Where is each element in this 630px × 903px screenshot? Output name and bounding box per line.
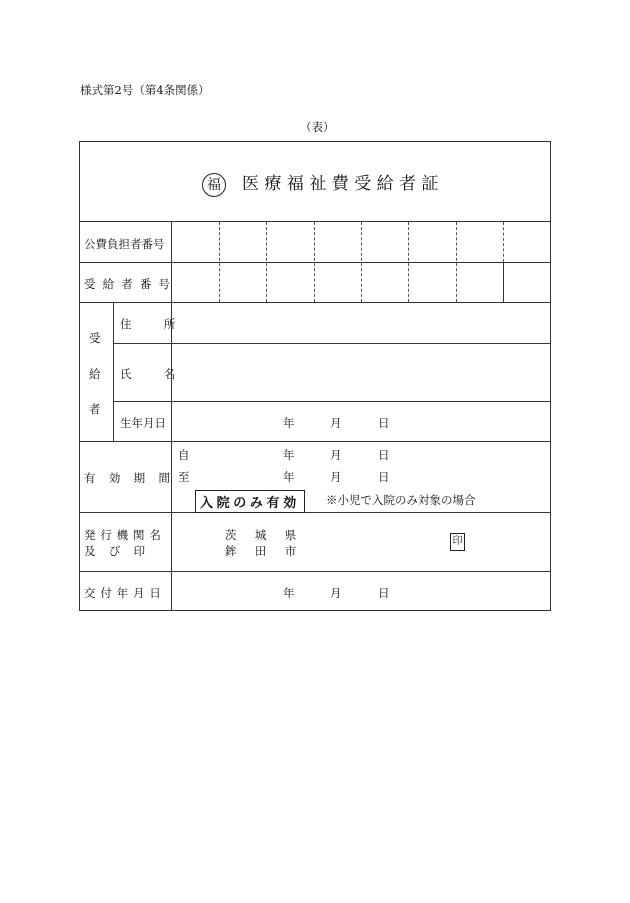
from-year-unit: 年 xyxy=(283,448,295,462)
recipient-number-end xyxy=(503,262,504,302)
seal-stamp: 印 xyxy=(450,533,465,551)
row-divider xyxy=(79,571,551,572)
from-month-unit: 月 xyxy=(330,448,342,462)
row-divider xyxy=(113,343,551,344)
issuer-label-line2: 及 び 印 xyxy=(84,544,150,558)
issue-month-unit: 月 xyxy=(330,586,342,600)
row-divider xyxy=(79,262,551,263)
issue-year-unit: 年 xyxy=(283,586,295,600)
issuer-city: 鉾 田 市 xyxy=(225,544,300,558)
row-divider xyxy=(79,221,551,222)
row-divider xyxy=(79,512,551,513)
recipient-group-char: 受 xyxy=(89,331,101,345)
birth-year-unit: 年 xyxy=(283,416,295,430)
address-label: 住 所 xyxy=(120,317,186,331)
digit-cell-divider xyxy=(266,222,267,302)
recipient-group-char: 者 xyxy=(89,402,101,416)
issuer-label-line1: 発行機関名 xyxy=(84,528,166,542)
digit-cell-divider xyxy=(361,222,362,302)
birth-month-unit: 月 xyxy=(330,416,342,430)
certificate-title xyxy=(202,169,444,197)
inpatient-note: ※小児で入院のみ対象の場合 xyxy=(326,493,476,507)
digit-cell-divider xyxy=(503,222,504,262)
issue-date-label: 交付年月日 xyxy=(84,586,166,600)
issuer-prefecture: 茨 城 県 xyxy=(225,528,300,542)
from-day-unit: 日 xyxy=(378,448,390,462)
to-label: 至 xyxy=(178,470,190,484)
recipient-group-divider xyxy=(113,302,114,441)
digit-cell-divider xyxy=(314,222,315,302)
validity-label: 有 効 期 間 xyxy=(84,471,175,485)
digit-cell-divider xyxy=(408,222,409,302)
name-label: 氏 名 xyxy=(120,367,186,381)
to-day-unit: 日 xyxy=(378,470,390,484)
birth-day-unit: 日 xyxy=(378,416,390,430)
row-divider xyxy=(79,441,551,442)
digit-cell-divider xyxy=(219,222,220,302)
fuku-circle-icon: 福 xyxy=(202,173,226,197)
payer-number-label: 公費負担者番号 xyxy=(84,237,165,251)
birthdate-label: 生年月日 xyxy=(120,416,166,430)
to-month-unit: 月 xyxy=(330,470,342,484)
row-divider xyxy=(79,302,551,303)
to-year-unit: 年 xyxy=(283,470,295,484)
inpatient-only-badge: 入院のみ有効 xyxy=(195,490,305,513)
recipient-number-label: 受 給 者 番 号 xyxy=(84,277,172,291)
recipient-group-char: 給 xyxy=(89,367,101,381)
title-text: 医療福祉費受給者証 xyxy=(242,174,444,194)
side-label: （表） xyxy=(300,120,335,134)
digit-cell-divider xyxy=(456,222,457,302)
issue-day-unit: 日 xyxy=(378,586,390,600)
row-divider xyxy=(113,401,551,402)
form-number: 様式第2号（第4条関係） xyxy=(80,83,210,97)
from-label: 自 xyxy=(178,448,190,462)
